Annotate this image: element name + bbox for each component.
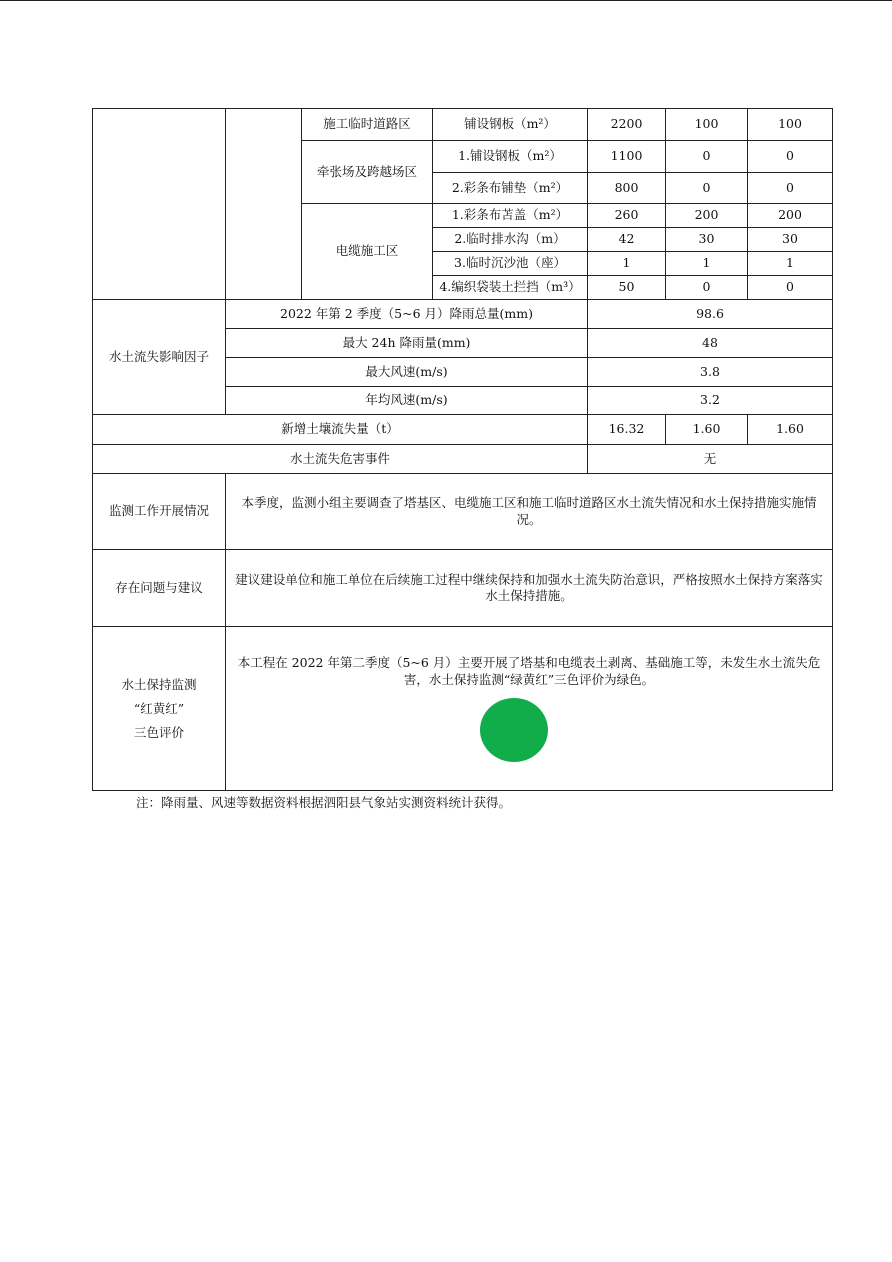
factor-value: 48 bbox=[588, 329, 833, 358]
evaluation-label bbox=[93, 627, 226, 791]
evaluation-cell bbox=[226, 627, 833, 791]
value-cell: 30 bbox=[666, 228, 748, 252]
hazard-value: 无 bbox=[588, 445, 833, 474]
value-cell: 50 bbox=[588, 276, 666, 300]
hazard-label: 水土流失危害事件 bbox=[93, 445, 588, 474]
value-cell: 100 bbox=[666, 109, 748, 141]
green-rating-dot bbox=[480, 698, 548, 762]
measure-cell: 1.铺设钢板（m²） bbox=[433, 141, 588, 173]
work-label: 监测工作开展情况 bbox=[93, 474, 226, 550]
value-cell: 100 bbox=[748, 109, 833, 141]
measure-cell: 1.彩条布苫盖（m²） bbox=[433, 204, 588, 228]
evaluation-label-line: 三色评价 bbox=[133, 724, 184, 740]
factor-name: 最大风速(m/s) bbox=[226, 358, 588, 387]
page-top-rule bbox=[0, 0, 892, 1]
value-cell: 42 bbox=[588, 228, 666, 252]
measure-cell: 3.临时沉沙池（座） bbox=[433, 252, 588, 276]
table-row bbox=[93, 445, 833, 474]
value-cell: 200 bbox=[748, 204, 833, 228]
soil-loss-label: 新增土壤流失量（t） bbox=[93, 415, 588, 445]
value-cell: 2200 bbox=[588, 109, 666, 141]
monitoring-table bbox=[92, 108, 833, 791]
measure-cell: 4.编织袋装土拦挡（m³） bbox=[433, 276, 588, 300]
table-row bbox=[93, 415, 833, 445]
value-cell: 0 bbox=[666, 173, 748, 204]
table-row bbox=[93, 550, 833, 627]
soil-loss-value: 1.60 bbox=[666, 415, 748, 445]
blank-cell bbox=[93, 109, 226, 300]
value-cell: 30 bbox=[748, 228, 833, 252]
factor-value: 98.6 bbox=[588, 300, 833, 329]
value-cell: 260 bbox=[588, 204, 666, 228]
soil-loss-value: 16.32 bbox=[588, 415, 666, 445]
measure-cell: 铺设钢板（m²） bbox=[433, 109, 588, 141]
value-cell: 0 bbox=[748, 173, 833, 204]
factor-name: 2022 年第 2 季度（5~6 月）降雨总量(mm) bbox=[226, 300, 588, 329]
value-cell: 0 bbox=[666, 276, 748, 300]
evaluation-label-line: “红黄红” bbox=[133, 700, 185, 716]
table-row bbox=[93, 109, 833, 141]
measure-cell: 2.临时排水沟（m） bbox=[433, 228, 588, 252]
measure-cell: 2.彩条布铺垫（m²） bbox=[433, 173, 588, 204]
table-row bbox=[93, 300, 833, 329]
evaluation-label-line: 水土保持监测 bbox=[121, 676, 197, 692]
value-cell: 1 bbox=[748, 252, 833, 276]
factors-label: 水土流失影响因子 bbox=[93, 300, 226, 415]
value-cell: 1 bbox=[588, 252, 666, 276]
footnote: 注：降雨量、风速等数据资料根据泗阳县气象站实测资料统计获得。 bbox=[136, 795, 512, 810]
table-row bbox=[93, 627, 833, 791]
value-cell: 0 bbox=[748, 276, 833, 300]
factor-name: 最大 24h 降雨量(mm) bbox=[226, 329, 588, 358]
soil-loss-value: 1.60 bbox=[748, 415, 833, 445]
value-cell: 1 bbox=[666, 252, 748, 276]
factor-value: 3.8 bbox=[588, 358, 833, 387]
value-cell: 0 bbox=[748, 141, 833, 173]
zone-cell: 牵张场及跨越场区 bbox=[302, 141, 433, 204]
factor-value: 3.2 bbox=[588, 387, 833, 415]
factor-name: 年均风速(m/s) bbox=[226, 387, 588, 415]
blank-cell bbox=[226, 109, 302, 300]
table-row bbox=[93, 474, 833, 550]
value-cell: 800 bbox=[588, 173, 666, 204]
evaluation-text: 本工程在 2022 年第二季度（5~6 月）主要开展了塔基和电缆表土剥离、基础施工等，未发生水土流失危害，水土保持监测“绿黄红”三色评价为绿色。 bbox=[237, 655, 821, 687]
zone-cell: 电缆施工区 bbox=[302, 204, 433, 300]
issues-text: 建议建设单位和施工单位在后续施工过程中继续保持和加强水土流失防治意识，严格按照水土保持方案落实水土保持措施。 bbox=[226, 550, 833, 627]
value-cell: 200 bbox=[666, 204, 748, 228]
work-text: 本季度，监测小组主要调查了塔基区、电缆施工区和施工临时道路区水土流失情况和水土保持措施实施情况。 bbox=[226, 474, 833, 550]
value-cell: 0 bbox=[666, 141, 748, 173]
issues-label: 存在问题与建议 bbox=[93, 550, 226, 627]
value-cell: 1100 bbox=[588, 141, 666, 173]
zone-cell: 施工临时道路区 bbox=[302, 109, 433, 141]
